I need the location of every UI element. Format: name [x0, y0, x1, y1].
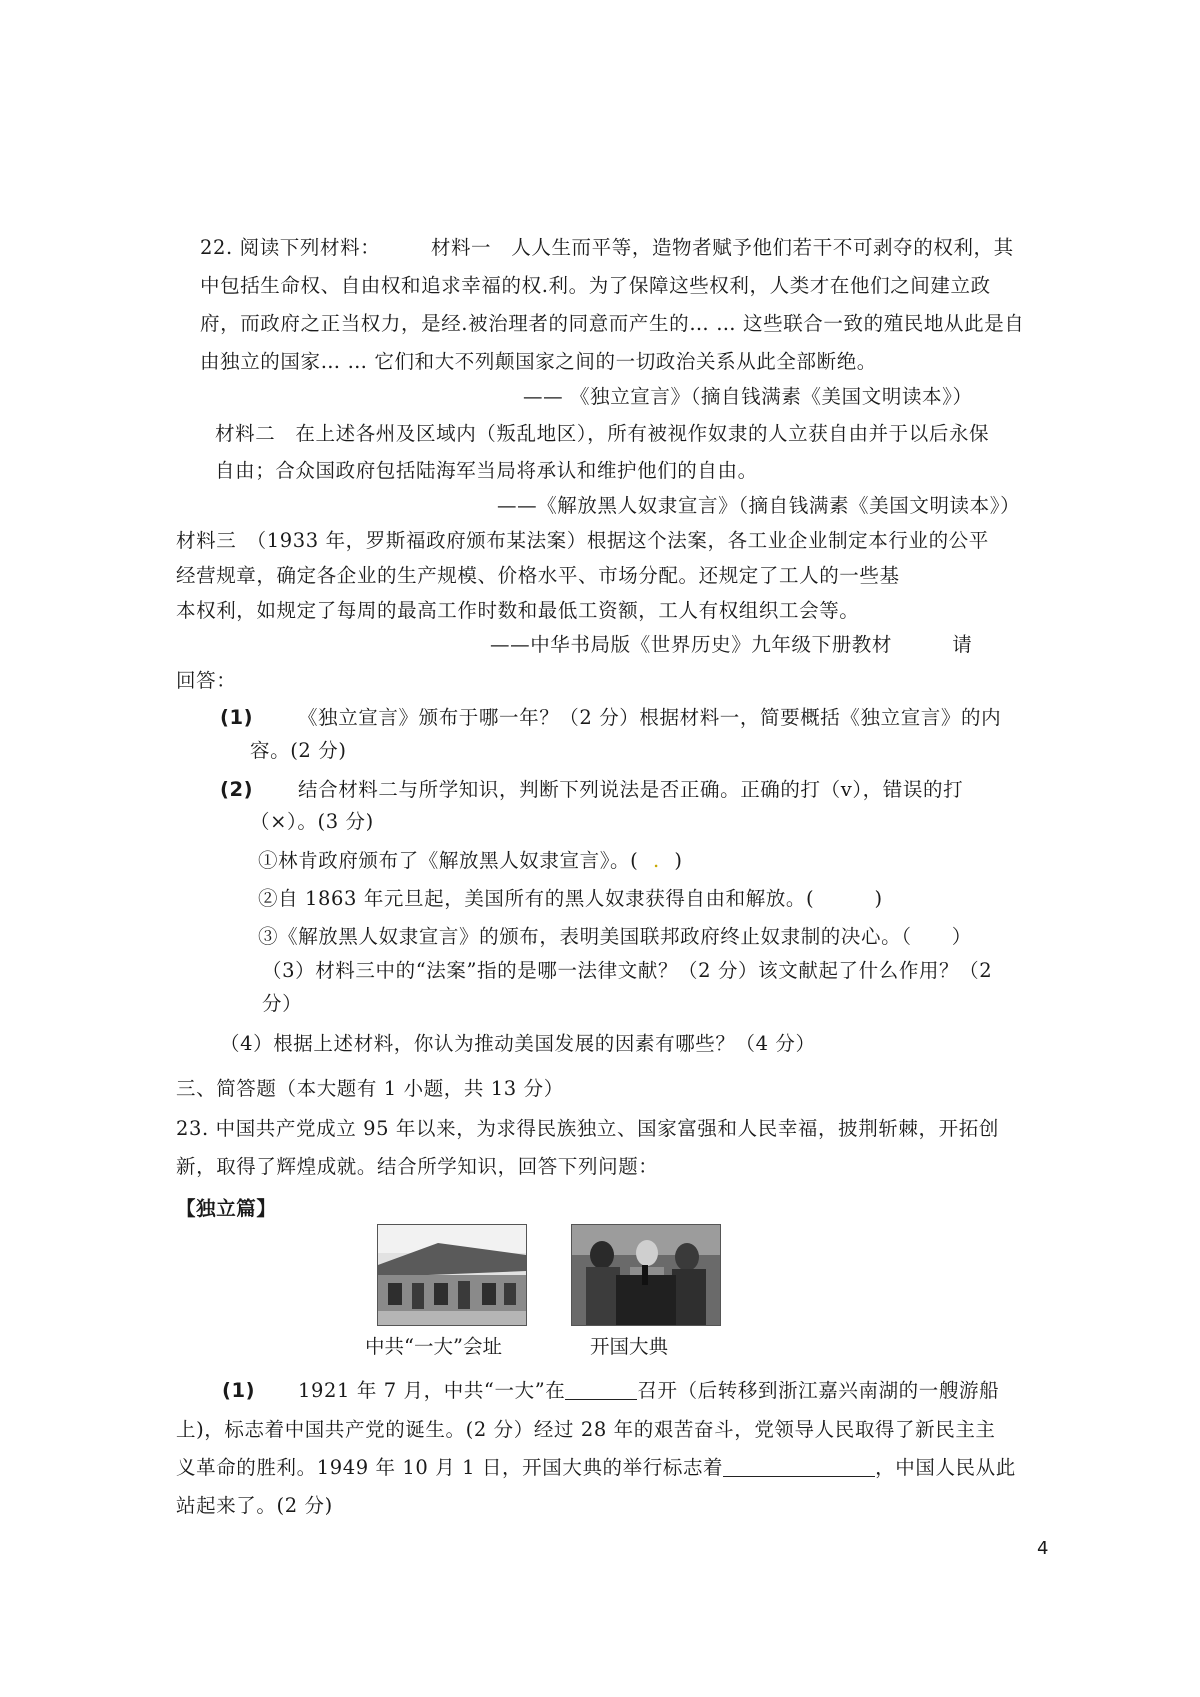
material-3-line-1: 材料三 （1933 年，罗斯福政府颁布某法案）根据这个法案，各工业企业制定本行业的公平: [176, 529, 989, 552]
q23-sub-1-line-4: 站起来了。(2 分): [176, 1494, 333, 1517]
sub-question-3-line-1: （3）材料三中的“法案”指的是哪一法律文献？（2 分）该文献起了什么作用？（2: [262, 959, 993, 982]
meeting-site-caption: 中共“一大”会址: [365, 1335, 502, 1358]
sub-question-1-line-2: 容。(2 分): [250, 739, 347, 762]
q23-sub-1-line-2: 上)，标志着中国共产党的诞生。(2 分）经过 28 年的艰苦奋斗，党领导人民取得了新民主主: [176, 1418, 996, 1441]
sub-question-2-line-2: （×）。(3 分): [250, 810, 374, 833]
dot-icon: .: [652, 849, 660, 872]
q22-line-2: 中包括生命权、自由权和追求幸福的权.利。为了保障这些权利，人类才在他们之间建立政: [200, 274, 991, 297]
sub-question-4: （4）根据上述材料，你认为推动美国发展的因素有哪些？（4 分）: [220, 1032, 816, 1055]
q22-line-1: 22. 阅读下列材料： 材料一 人人生而平等，造物者赋予他们若干不可剥夺的权利，其: [200, 236, 1014, 259]
q22-line-3: 府，而政府之正当权力，是经.被治理者的同意而产生的… … 这些联合一致的殖民地从此是自: [200, 312, 1025, 335]
material-3-line-2: 经营规章，确定各企业的生产规模、价格水平、市场分配。还规定了工人的一些基: [176, 564, 900, 587]
founding-ceremony-photo: [571, 1224, 721, 1326]
sub-question-2-line-1: 结合材料二与所学知识，判断下列说法是否正确。正确的打（v），错误的打: [298, 778, 964, 801]
q23-sub-1-number: (1): [222, 1379, 256, 1402]
source-1: —— 《独立宣言》（摘自钱满素《美国文明读本》）: [523, 385, 973, 408]
answer-blank-2[interactable]: [723, 1454, 875, 1477]
sub-question-3-line-2: 分）: [262, 992, 303, 1015]
material-3-line-3: 本权利，如规定了每周的最高工作时数和最低工资额，工人有权组织工会等。: [176, 599, 860, 622]
independence-heading: 【独立篇】: [176, 1197, 277, 1220]
source-3: ——中华书局版《世界历史》九年级下册教材 请: [490, 633, 973, 656]
answer-blank-1[interactable]: [565, 1377, 637, 1400]
judgement-item-2: ②自 1863 年元旦起，美国所有的黑人奴隶获得自由和解放。( ): [258, 887, 883, 910]
q23-line-2: 新，取得了辉煌成就。结合所学知识，回答下列问题：: [176, 1155, 659, 1178]
sub-question-2-number: (2): [220, 778, 254, 801]
source-2: ——《解放黑人奴隶宣言》（摘自钱满素《美国文明读本》）: [497, 494, 1021, 517]
q23-sub-1-line-1: 1921 年 7 月，中共“一大”在 召开（后转移到浙江嘉兴南湖的一艘游船: [298, 1379, 1000, 1402]
judgement-item-1: ①林肯政府颁布了《解放黑人奴隶宣言》。( . ): [258, 849, 683, 872]
meeting-site-photo: [377, 1224, 527, 1326]
q22-line-4: 由独立的国家… … 它们和大不列颠国家之间的一切政治关系从此全部断绝。: [200, 350, 877, 373]
section-3-heading: 三、简答题（本大题有 1 小题，共 13 分）: [176, 1077, 564, 1100]
judgement-item-3: ③《解放黑人奴隶宣言》的颁布，表明美国联邦政府终止奴隶制的决心。（ ）: [258, 925, 972, 948]
sub-question-1-number: (1): [220, 706, 254, 729]
q23-line-1: 23. 中国共产党成立 95 年以来，为求得民族独立、国家富强和人民幸福，披荆斩棘，开拓创: [176, 1117, 999, 1140]
sub-question-1-line-1: 《独立宣言》颁布于哪一年？（2 分）根据材料一，简要概括《独立宣言》的内: [298, 706, 1002, 729]
answer-prompt: 回答：: [176, 669, 237, 692]
material-2-line-1: 材料二 在上述各州及区域内（叛乱地区），所有被视作奴隶的人立获自由并于以后永保: [215, 422, 990, 445]
page-number: 4: [1037, 1538, 1049, 1559]
q23-sub-1-line-3: 义革命的胜利。1949 年 10 月 1 日，开国大典的举行标志着 ，中国人民从此: [176, 1456, 1016, 1479]
material-2-line-2: 自由；合众国政府包括陆海军当局将承认和维护他们的自由。: [215, 459, 758, 482]
founding-ceremony-caption: 开国大典: [590, 1335, 669, 1358]
